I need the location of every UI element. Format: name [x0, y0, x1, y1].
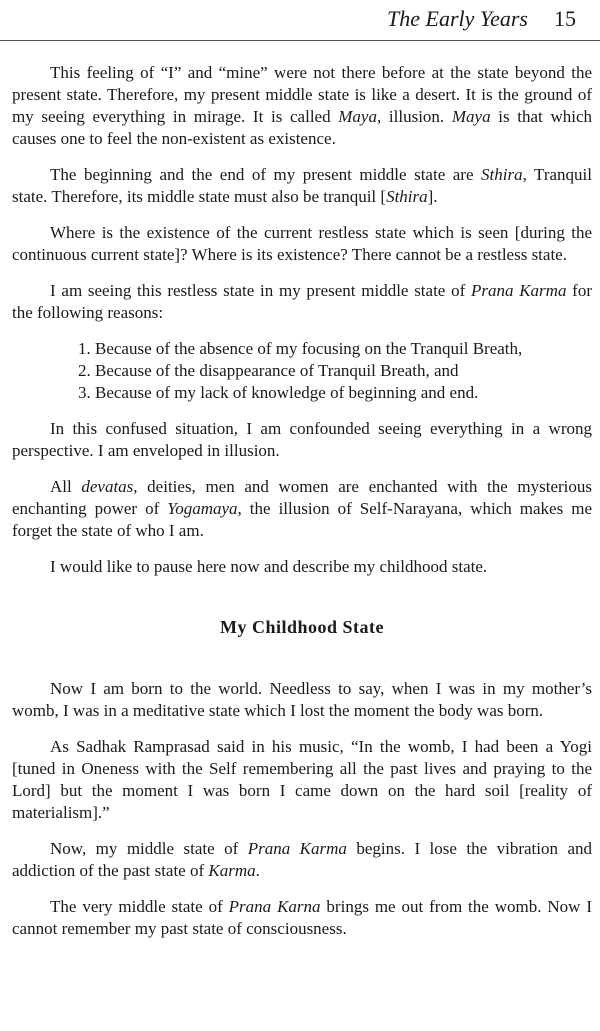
paragraph-1: This feeling of “I” and “mine” were not there before at the state beyond the present state. Therefore, my present middle state is like a desert. It is the ground of my seeing everything in mirage. It is called Maya, illusion. Maya is that which causes one to feel the non-existent as existence. [12, 63, 592, 148]
list-item: 1. Because of the absence of my focusing on the Tranquil Breath, [78, 339, 523, 358]
paragraph-6: All devatas, deities, men and women are enchanted with the mysterious enchanting power of Yogamaya, the illusion of Self-Narayana, which makes me forget the state of who I am. [12, 477, 592, 540]
paragraph-10: Now, my middle state of Prana Karma begins. I lose the vibration and addiction of the past state of Karma. [12, 839, 592, 880]
header-rule [0, 40, 600, 41]
list-item: 3. Because of my lack of knowledge of beginning and end. [78, 383, 479, 402]
paragraph-3: Where is the existence of the current restless state which is seen [during the continuous current state]? Where is its existence? There cannot be a restless state. [12, 223, 592, 264]
section-heading: My Childhood State [219, 617, 385, 637]
paragraph-4: I am seeing this restless state in my present middle state of Prana Karma for the following reasons: [12, 281, 593, 322]
page-number: 15 [554, 6, 576, 31]
running-header [387, 6, 576, 34]
running-title: The Early Years [387, 6, 528, 31]
paragraph-8: Now I am born to the world. Needless to say, when I was in my mother’s womb, I was in a meditative state which I lost the moment the body was born. [12, 679, 592, 720]
paragraph-5: In this confused situation, I am confounded seeing everything in a wrong perspective. I am enveloped in illusion. [12, 419, 592, 460]
reasons-list [12, 338, 592, 404]
paragraph-2: The beginning and the end of my present middle state are Sthira, Tranquil state. Therefore, its middle state must also be tranquil [Sthira]. [12, 165, 592, 206]
list-item: 2. Because of the disappearance of Tranquil Breath, and [78, 361, 459, 380]
paragraph-9: As Sadhak Ramprasad said in his music, “In the womb, I had been a Yogi [tuned in Oneness with the Self remembering all the past lives and praying to the Lord] but the moment I was born I came down on the hard soil [reality of materialism].” [12, 737, 592, 822]
paragraph-11: The very middle state of Prana Karna brings me out from the womb. Now I cannot remember my past state of consciousness. [12, 897, 592, 938]
page-body [12, 62, 592, 954]
paragraph-7: I would like to pause here now and describe my childhood state. [50, 557, 488, 576]
